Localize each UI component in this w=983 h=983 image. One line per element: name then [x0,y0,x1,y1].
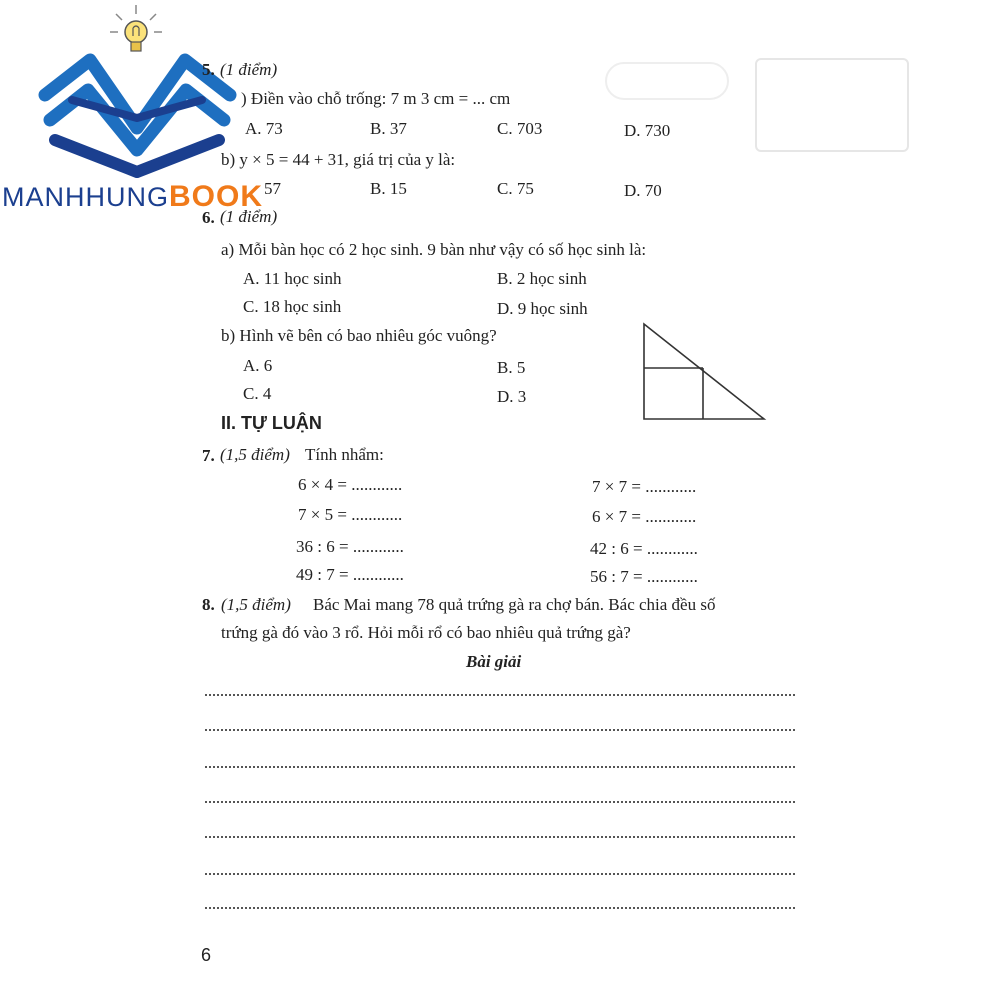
q6a-option-c: C. 18 học sinh [243,297,342,316]
q6-number: 6. [202,208,215,227]
q7-points: (1,5 điểm) [220,445,290,464]
q5a-option-c: C. 703 [497,119,543,138]
answer-line[interactable] [205,801,795,803]
q8-number: 8. [202,595,215,614]
q7-number: 7. [202,446,215,465]
q7-right-3: 42 : 6 = ............ [590,539,698,558]
q8-text-line1: Bác Mai mang 78 quả trứng gà ra chợ bán. Bác chia đều số [313,595,716,614]
q7-left-2: 7 × 5 = ............ [298,505,403,524]
q5b-option-b: B. 15 [370,179,407,198]
q5b-option-a: 57 [264,179,281,198]
q6a-option-d: D. 9 học sinh [497,299,588,318]
answer-line[interactable] [205,729,795,731]
answer-line[interactable] [205,766,795,768]
q6b-option-a: A. 6 [243,356,273,375]
q5a-question: ) Điền vào chỗ trống: 7 m 3 cm = ... cm [241,89,511,108]
q8-points: (1,5 điểm) [221,595,291,614]
bleed-through-oval [605,62,729,100]
q5b-option-d: D. 70 [624,181,662,200]
page-number: 6 [201,945,212,965]
q6b-option-b: B. 5 [497,358,526,377]
solution-title: Bài giải [466,652,522,671]
q5-points: (1 điểm) [220,60,278,79]
section-title: II. TỰ LUẬN [221,413,322,433]
q5a-option-a: A. 73 [245,119,283,138]
q6a-option-b: B. 2 học sinh [497,269,587,288]
q7-left-1: 6 × 4 = ............ [298,475,403,494]
q7-right-4: 56 : 7 = ............ [590,567,698,586]
answer-line[interactable] [205,907,795,909]
q5b-question: b) y × 5 = 44 + 31, giá trị của y là: [221,150,456,169]
answer-line[interactable] [205,873,795,875]
answer-line[interactable] [205,694,795,696]
q6a-question: a) Mỗi bàn học có 2 học sinh. 9 bàn như vậy có số học sinh là: [221,240,647,259]
q5-number: 5. [202,60,215,79]
q5a-option-b: B. 37 [370,119,407,138]
q7-title: Tính nhẩm: [305,445,384,464]
q7-right-2: 6 × 7 = ............ [592,507,697,526]
right-triangle-figure [640,320,770,424]
q6-points: (1 điểm) [220,207,278,226]
q6a-option-a: A. 11 học sinh [243,269,342,288]
q6b-option-c: C. 4 [243,384,272,403]
q8-text-line2: trứng gà đó vào 3 rổ. Hỏi mỗi rổ có bao nhiêu quả trứng gà? [221,623,631,642]
book-logo-icon [0,0,240,200]
answer-line[interactable] [205,836,795,838]
lightbulb-icon [110,5,162,51]
q7-left-3: 36 : 6 = ............ [296,537,404,556]
bleed-through-box [755,58,909,152]
q6b-option-d: D. 3 [497,387,527,406]
q6b-question: b) Hình vẽ bên có bao nhiêu góc vuông? [221,326,497,345]
q7-left-4: 49 : 7 = ............ [296,565,404,584]
q5a-option-d: D. 730 [624,121,671,140]
brand-logo: MANHHUNGBOOK [2,180,263,213]
q5b-option-c: C. 75 [497,179,534,198]
q7-right-1: 7 × 7 = ............ [592,477,697,496]
